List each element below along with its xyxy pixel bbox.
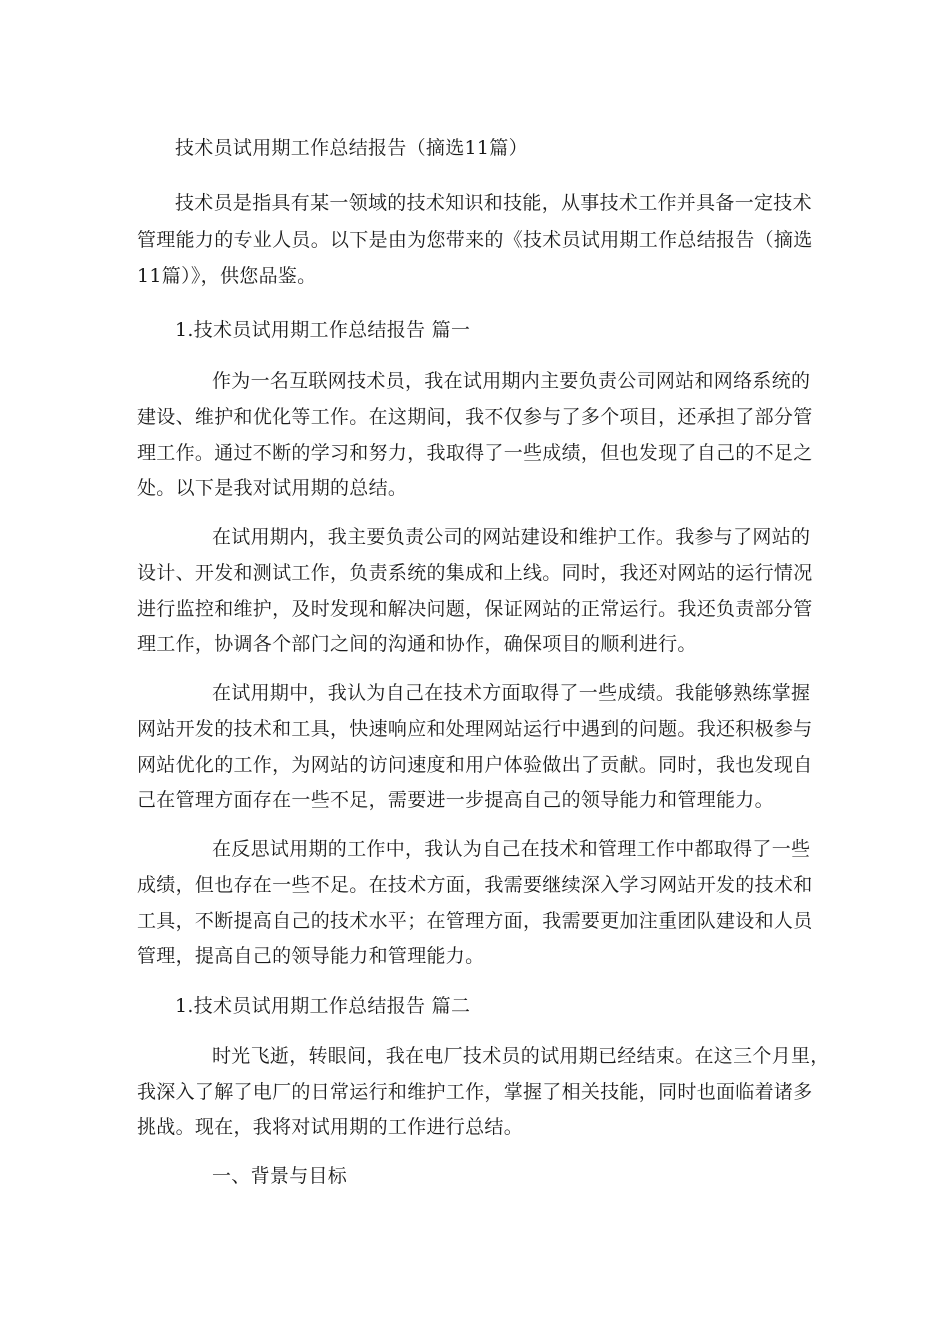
text-line: 作为一名互联网技术员，我在试用期内主要负责公司网站和网络系统的 bbox=[212, 370, 811, 392]
text-line: 我深入了解了电厂的日常运行和维护工作，掌握了相关技能，同时也面临着诸多 bbox=[137, 1081, 813, 1103]
text-line: 己在管理方面存在一些不足，需要进一步提高自己的领导能力和管理能力。 bbox=[137, 789, 774, 811]
text-line: 11篇）》，供您品鉴。 bbox=[137, 265, 317, 287]
text-line: 技术员是指具有某一领域的技术知识和技能，从事技术工作并具备一定技术 bbox=[175, 192, 812, 214]
text-line: 网站开发的技术和工具，快速响应和处理网站运行中遇到的问题。我还积极参与 bbox=[137, 718, 813, 740]
text-line: 工具，不断提高自己的技术水平；在管理方面，我需要更加注重团队建设和人员 bbox=[137, 910, 813, 932]
text-line: 管理能力的专业人员。以下是由为您带来的《技术员试用期工作总结报告（摘选 bbox=[137, 229, 813, 251]
text-line: 成绩，但也存在一些不足。在技术方面，我需要继续深入学习网站开发的技术和 bbox=[137, 874, 813, 896]
text-line: 进行监控和维护，及时发现和解决问题，保证网站的正常运行。我还负责部分管 bbox=[137, 598, 813, 620]
text-line: 管理，提高自己的领导能力和管理能力。 bbox=[137, 945, 485, 967]
text-line: 处。以下是我对试用期的总结。 bbox=[137, 477, 408, 499]
text-line: 设计、开发和测试工作，负责系统的集成和上线。同时，我还对网站的运行情况 bbox=[137, 562, 813, 584]
text-line: 在试用期中，我认为自己在技术方面取得了一些成绩。我能够熟练掌握 bbox=[212, 682, 811, 704]
text-line: 网站优化的工作，为网站的访问速度和用户体验做出了贡献。同时，我也发现自 bbox=[137, 754, 813, 776]
section-heading: 1.技术员试用期工作总结报告 篇一 bbox=[175, 319, 471, 341]
section-heading: 1.技术员试用期工作总结报告 篇二 bbox=[175, 995, 471, 1017]
text-line: 理工作。通过不断的学习和努力，我取得了一些成绩，但也发现了自己的不足之 bbox=[137, 442, 813, 464]
text-line: 在反思试用期的工作中，我认为自己在技术和管理工作中都取得了一些 bbox=[212, 838, 811, 860]
text-line: 在试用期内，我主要负责公司的网站建设和维护工作。我参与了网站的 bbox=[212, 526, 811, 548]
text-line: 挑战。现在，我将对试用期的工作进行总结。 bbox=[137, 1116, 524, 1138]
document-title: 技术员试用期工作总结报告（摘选11篇） bbox=[175, 137, 528, 159]
subsection-heading: 一、背景与目标 bbox=[212, 1165, 348, 1187]
text-line: 理工作，协调各个部门之间的沟通和协作，确保项目的顺利进行。 bbox=[137, 633, 697, 655]
text-line: 建设、维护和优化等工作。在这期间，我不仅参与了多个项目，还承担了部分管 bbox=[137, 406, 813, 428]
text-line: 时光飞逝，转眼间，我在电厂技术员的试用期已经结束。在这三个月里， bbox=[212, 1045, 830, 1067]
